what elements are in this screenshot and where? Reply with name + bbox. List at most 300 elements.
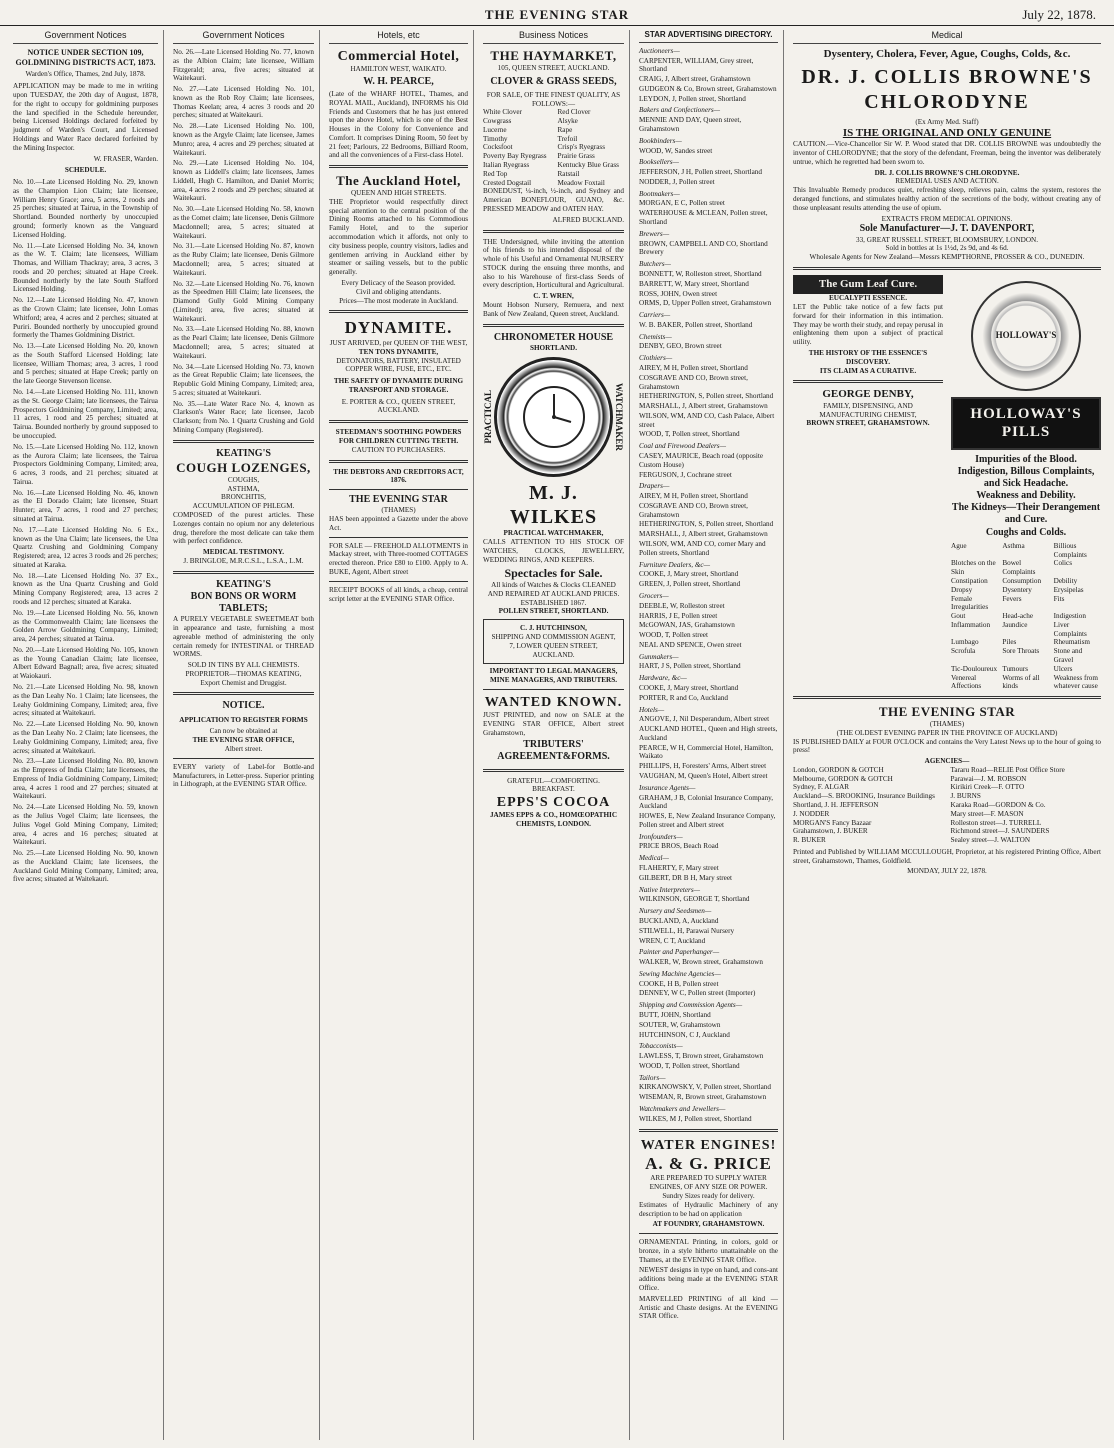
keating-sold: SOLD IN TINS BY ALL CHEMISTS. [187,661,300,670]
ailment-item: Fits [1053,594,1065,603]
ailment-item: Lumbago [951,638,979,647]
schedule-item: No. 28.—Late Licensed Holding No. 100, known as the Argyle Claim; late licensee, James Munro; area, 4 acres and 29 perches; situated at Waitekauri. [173,122,314,157]
hotel-line: Prices—The most moderate in Auckland. [339,296,458,305]
star-title: THE EVENING STAR [349,494,448,506]
seed-item: Poverty Bay Ryegrass [483,152,547,161]
agency-item: J. NODDER [793,809,830,818]
directory-entry: WOOD, T, Pollen street, Shortland [639,430,740,439]
dynamite-items: DETONATORS, BATTERY, INSULATED COPPER WIRE, FUSE, ETC., ETC. [336,356,461,374]
issue-date: July 22, 1878. [1022,7,1096,22]
ailment-item: Stone and Gravel [1053,647,1083,664]
seed-item: Red Clover [557,108,591,117]
directory-category: Coal and Firewood Dealers— [639,442,726,451]
directory-entry: JEFFERSON, J H, Pollen street, Shortland [639,168,762,177]
directory-category: Bookbinders— [639,136,682,145]
directory-category: Drapers— [639,482,670,491]
directory-category: Medical— [639,854,669,863]
schedule-item: No. 23.—Late Licensed Holding No. 80, known as the Empress of India Claim; late licensees, the Empress of India Goldmining Company, Limited; area, 4 acres 1 rood and 27 perches; situated at Waitekauri. [13,757,158,801]
directory-entry: HUTCHINSON, C J, Auckland [639,1030,730,1039]
star-sub: (THAMES) [381,506,416,515]
steedman-ad [329,428,468,454]
directory-category: Sewing Machine Agencies— [639,969,721,978]
notice-body: APPLICATION TO REGISTER FORMS [179,715,308,724]
ailment-list [951,542,1101,691]
ailment-item: Ulcers [1053,664,1073,673]
newspaper-title: THE EVENING STAR [484,7,630,22]
directory-category: Hardware, &c— [639,674,687,683]
directory-entry: BARRETT, W, Mary street, Shortland [639,279,749,288]
ailment-item: Colics [1053,559,1073,568]
hutchinson-name: C. J. HUTCHINSON, [520,624,587,633]
gerge-address: BROWN STREET, GRAHAMSTOWN. [806,419,930,428]
schedule-item: No. 15.—Late Licensed Holding No. 112, known as the Aurora Claim; late licensees, the Tairua Prospectors Goldmining Company, Limited; area, 6 acres, 3 roods, and 21 perches; situated at Tairua. [13,442,158,486]
ailment-item: Indigestion [1053,612,1086,621]
directory-entry: MENNIE AND DAY, Queen street, Grahamstown [639,116,742,133]
auckland-hotel-ad [329,173,468,305]
column-medical [788,30,1106,1440]
directory-entry: GREEN, J, Pollen street, Shortland [639,580,741,589]
directory-list [639,47,778,1124]
seed-item: Italian Ryegrass [483,161,530,170]
haymarket-title: THE HAYMARKET, [490,47,617,63]
pollen-street-line: POLLEN STREET, SHORTLAND. [498,607,609,616]
seed-item: Meadow Foxtail [557,178,605,187]
schedule-item: No. 33.—Late Licensed Holding No. 88, known as the Pearl Claim; late licensee, Denis Gilmore Macdonnell; area, 5 acres; situated at Waitekauri. [173,325,314,360]
directory-entry: NEAL AND SPENCE, Owen street [639,640,742,649]
seed-item: Cocksfoot [483,143,513,152]
notice-office: Warden's Office, Thames, 2nd July, 1878. [25,70,146,79]
seed-item: Crisp's Ryegrass [557,143,606,152]
debtors-act: THE DEBTORS AND CREDITORS ACT, 1876. [333,467,464,485]
haymarket-extra: BONEDUST, ¼-inch, ½-inch, and Sydney and American BONEFLOUR, GUANO, &c. PRESSED MEADOW and OATEN HAY. [483,187,624,213]
directory-category: Grocers— [639,591,669,600]
directory-entry: AIREY, M H, Pollen street, Shortland [639,492,748,501]
ailment-item: Sore Throats [1002,647,1040,656]
marvelled-printing-ad: MARVELLED PRINTING of all kind —Artistic and Chaste designs. At the EVENING STAR Office. [639,1294,778,1321]
masthead [0,0,1114,26]
keating-location: Export Chemist and Druggist. [200,678,287,687]
ailment-item: Female Irregularities [951,594,989,612]
ailment-item: Constipation [951,576,988,585]
directory-category: Bootmakers— [639,189,680,198]
epps-signature: JAMES EPPS & CO., HOMŒOPATHIC CHEMISTS, LONDON. [489,811,618,829]
hutchinson-ad [483,619,624,664]
directory-entry: FLAHERTY, F, Mary street [639,864,719,873]
schedule-item: No. 20.—Late Licensed Holding No. 105, known as the Young Canadian Claim; late licensee, Albert Edward Bagnall; area, five acres; situated at Waiokauri. [13,645,158,681]
ailment-item: Blotches on the Skin [951,559,996,577]
schedule-item: No. 11.—Late Licensed Holding No. 34, known as the W. T. Claim; late licensees, William Thomas, and William Thackray; area, 3 acres, 3 roods and 20 perches; situated at Hape Creek. Bounded northerly by the late South Stafford Licensed Holding. [13,241,158,294]
keating-signature: J. BRINGLOE, M.R.C.S.L., L.S.A., L.M. [183,556,304,565]
directory-entry: W. B. BAKER, Pollen street, Shortland [639,320,753,329]
directory-entry: ANGOVE, J, Nil Desperandum, Albert street [639,715,770,724]
directory-entry: DENNEY, W C, Pollen street (Importer) [639,989,756,998]
seed-item: Red Top [483,169,508,178]
directory-entry: BROWN, CAMPBELL AND CO, Shortland Brewery [639,239,768,257]
dynamite-agents: E. PORTER & CO., QUEEN STREET, AUCKLAND. [341,397,456,415]
directory-entry: NODDER, J, Pollen street [639,177,715,186]
water-estimates: Estimates of Hydraulic Machinery of any description to be had on application [639,1200,778,1218]
directory-entry: ROSS, JOHN, Owen street [639,289,718,298]
dynamite-tons: TEN TONS DYNAMITE, [358,347,439,356]
haymarket-signature: ALFRED BUCKLAND. [552,215,624,224]
dynamite-note: THE SAFETY OF DYNAMITE DURING TRANSPORT AND STORAGE. [333,377,464,394]
schedule-item: No. 16.—Late Licensed Holding No. 46, known as the El Dorado Claim; late licensee, Stuart Hunter; area, 7 acres, 1 rood and 27 perches; situated at Tairua. [13,488,158,523]
keating-sub: BRONCHITIS, [221,493,266,502]
nursery-ad [483,238,624,319]
directory-category: Brewers— [639,229,670,238]
directory-entry: SOUTER, W, Grahamstown [639,1020,721,1029]
seed-item: Rape [557,125,573,134]
keating-sub: ACCUMULATION OF PHLEGM. [192,502,295,511]
keating-proprietor: PROPRIETOR—THOMAS KEATING, [185,669,302,678]
ailment-item: Bowel Complaints [1002,559,1036,577]
epps-cocoa-ad [483,777,624,829]
holloway-ad [951,275,1101,691]
wholesale-agents: Wholesale Agents for New Zealand—Messrs KEMPTHORNE, PROSSER & CO., DUNEDIN. [809,253,1085,262]
haymarket-sub: FOR SALE, OF THE FINEST QUALITY, AS FOLLOWS:— [486,90,621,108]
gum-leaf-ad [793,275,943,691]
ailment-item: Inflammation [951,620,991,629]
section-header: Medical [793,30,1101,44]
directory-entry: MORGAN, E C, Pollen street [639,199,725,208]
pocket-watch-icon [494,357,613,477]
evening-star-ad [793,704,1101,876]
keating-sub: COUGHS, [227,475,260,484]
directory-category: Butchers— [639,260,671,269]
agency-item: Melbourne, GORDON & GOTCH [793,774,893,783]
directory-entry: GILBERT, DR B H, Mary street [639,873,733,882]
haymarket-ad [483,48,624,225]
schedule-item: No. 31.—Late Licensed Holding No. 87, known as the Ruby Claim; late licensee, Denis Gilmore Macdonnell; area, 5 acres; situated at Waitekauri. [173,242,314,277]
ailment-item: Rheumatism [1053,638,1090,647]
hotel-title: Commercial Hotel, [337,48,460,64]
holloway-heading: Weakness and Debility. [976,490,1076,502]
agency-item: Richmond street—J. SAUNDERS [950,827,1050,836]
chrono-title: CHRONOMETER HOUSE [493,331,614,343]
notice-title: NOTICE. [222,700,265,712]
hotel-owner: W. H. PEARCE, [363,75,434,87]
cleaned-line: All kinds of Watches & Clocks CLEANED AND REPAIRED AT AUCKLAND PRICES. [487,581,620,598]
ornamental-printing-ad: ORNAMENTAL Printing, in colors, gold or bronze, in a style hitherto unattainable on the Thames, at the EVENING STAR Office. [639,1238,778,1264]
agency-item: London, GORDON & GOTCH [793,765,884,774]
schedule-item: No. 12.—Late Licensed Holding No. 47, known as the Crown Claim; late licensee, John Lomas Whitford; area, 4 acres and 2 perches; situated at Puriri. Bounded northerly by unoccupied ground formerly the Thames Goldmining District. [13,296,158,340]
directory-category: Hotels— [639,705,665,714]
directory-entry: HART, J S, Pollen street, Shortland [639,662,741,671]
seed-item: Cowgrass [483,117,512,126]
ailments-banner: Dysentery, Cholera, Fever, Ague, Coughs, Colds, &c. [823,47,1071,60]
hutchinson-address: 7, LOWER QUEEN STREET, AUCKLAND. [509,641,598,659]
directory-entry: WOOD, T, Pollen street [639,631,708,640]
evening-star-gazette [329,494,468,533]
chlorodyne-title: DR. J. COLLIS BROWNE'S CHLORODYNE [801,66,1093,113]
directory-entry: McGOWAN, JAS, Grahamstown [639,621,735,630]
agency-item: R. BUKER [793,836,826,845]
section-header: Government Notices [13,30,158,44]
ailment-item: Head-ache [1002,612,1034,621]
dynamite-sub: JUST ARRIVED, per QUEEN OF THE WEST, [329,339,468,348]
epps-sub: BREAKFAST. [532,785,575,794]
schedule-item: No. 27.—Late Licensed Holding No. 101, known as the Rob Roy Claim; late licensees, Thomas Keelan; area, 4 acres 3 roods and 20 perches; situated at Waitekauri. [173,85,314,120]
agency-item: Tararu Road—RELIE Post Office Store [950,765,1065,774]
directory-entry: CARPENTER, WILLIAM, Grey street, Shortland [639,56,754,74]
agency-item: Sydney, F. ALGAR [793,783,850,792]
notice-signature: W. FRASER, Warden. [93,154,158,163]
column-directory [634,30,784,1440]
hotel-sub: QUEEN AND HIGH STREETS. [350,189,447,198]
directory-category: Tobacconists— [639,1042,683,1051]
directory-entry: WILSON, WM, AND CO, Cash Palace, Albert street [639,411,775,429]
directory-entry: WILKINSON, GEORGE T, Shortland [639,895,750,904]
ailment-item: Scrofula [951,647,976,656]
directory-entry: PORTER, R and Co, Auckland [639,693,729,702]
chrono-side-right: WATCHMAKER [614,382,624,451]
column-government-notices-2 [168,30,320,1440]
agencies-list [793,766,1101,845]
schedule-item: No. 18.—Late Licensed Holding No. 37 Ex., known as the Una Quartz Crushing and Gold Mining Company Registered; area, 13 acres 2 roods and 12 perches; situated at Karaka. [13,571,158,606]
hotel-line: Civil and obliging attendants. [355,287,442,296]
keating-body: COMPOSED of the purest articles. These Lozenges contain no opium nor any deleterious drug, therefore the most delicate can take them with perfect confidence. [173,510,314,546]
ailment-item: Weakness from whatever cause [1053,673,1098,691]
schedule-item: No. 24.—Late Licensed Holding No. 59, known as the Julius Vogel Claim; late licensees, the Julius Vogel Gold Mining Company, Limited; area, 4 acres and 16 perches; situated at Waitekauri. [13,803,158,847]
directory-entry: HETHERINGTON, S, Pollen street, Shortland [639,392,774,401]
watchmaker-stock: CALLS ATTENTION TO HIS STOCK OF WATCHES, CLOCKS, JEWELLERY, WEDDING RINGS, AND KEEPERS. [483,538,624,564]
seed-item: Ratstail [557,169,580,178]
important-notice: IMPORTANT TO LEGAL MANAGERS, MINE MANAGERS, AND TRIBUTERS. [489,667,618,685]
ailment-item: Piles [1002,638,1017,647]
directory-category: Painter and Paperhanger— [639,948,720,957]
agency-item: Mary street—F. MASON [950,809,1024,818]
directory-category: Auctioneers— [639,46,680,55]
agency-item: Karaka Road—GORDON & Co. [950,800,1046,809]
seal-text: HOLLOWAY'S [995,330,1057,341]
agency-item: Auckland—S. BROOKING, Insurance Buildings [793,792,935,801]
directory-entry: HARRIS, J E, Pollen street [639,611,718,620]
directory-entry: PRICE BROS, Beach Road [639,842,719,851]
schedule-item: No. 35.—Late Water Race No. 4, known as Clarkson's Water Race; late licensee, Jacob Clarkson; from No. 1 Quartz Crushing and Gold Mining Company (Registered). [173,399,314,434]
directory-entry: CASEY, MAURICE, Beach road (opposite Custom House) [639,452,764,469]
schedule-item: No. 29.—Late Licensed Holding No. 104, known as Liddell's claim; late licensees, James Liddell, Hugh C. Hamilton, and Daniel Morris; area, 4 acres 2 roods and 29 perches; situated at Waitekauri. [173,159,314,203]
gum-history: THE HISTORY OF THE ESSENCE'S DISCOVERY. [808,349,928,366]
directory-category: Booksellers— [639,158,679,167]
agency-item: Sealey street—J. WALTON [950,836,1031,845]
directory-category: Shipping and Commission Agents— [639,1001,743,1010]
schedule-item: No. 14.—Late Licensed Holding No. 111, known as the St. George Claim; late licensees, the Tairua Prospectors Goldmining Company, Limited; area, 11 acres, 1 rood and 25 perches; situated at Tairua. Bounded northerly by ground supposed to be unoccupied. [13,388,158,440]
directory-entry: DENBY, GEO, Brown street [639,342,722,351]
seed-item: Timothy [483,134,508,143]
hotel-title: The Auckland Hotel, [336,173,461,189]
star-title: THE EVENING STAR [878,704,1016,720]
dynamite-title: DYNAMITE. [344,318,453,338]
watchmaker-role: PRACTICAL WATCHMAKER, [503,529,604,538]
directory-entry: WOOD, W, Sandes street [639,146,713,155]
gerge-name: GEORGE DENBY, [822,388,914,401]
ailment-item: Debility [1053,576,1078,585]
agency-item: Parawai—J. M. ROBSON [950,774,1027,783]
directory-entry: MARSHALL, J, Albert street, Grahamstown [639,530,768,539]
schedule-item: No. 22.—Late Licensed Holding No. 90, known as the Dan Leahy No. 2 Claim; late licensees, the Leahy Goldmining Company, Limited; area, five acres; situated at Waitekauri. [13,720,158,755]
water-engines-ad [639,1137,778,1230]
agency-item: Rolleston street—J. TURRELL [950,818,1042,827]
nursery-signature: C. T. WREN, [533,292,574,301]
directory-entry: PHILLIPS, H, Foresters' Arms, Albert street [639,762,767,771]
water-maker: A. & G. PRICE [645,1153,772,1173]
schedule-item: No. 26.—Late Licensed Holding No. 77, known as the Albion Claim; late licensee, William Fitzgerald; area, five acres; situated at Waitekauri. [173,47,314,83]
ailment-item: Liver Complaints [1053,620,1087,638]
agency-item: Kirikiri Creek—F. OTTO [950,783,1025,792]
gum-title: The Gum Leaf Cure. [793,275,943,294]
keating-sub: ASTHMA, [227,484,260,493]
directory-category: Furniture Dealers, &c— [639,560,711,569]
ailment-item: Consumption [1002,576,1042,585]
keating-brand: KEATING'S [216,447,271,459]
directory-entry: WREN, C T, Auckland [639,936,706,945]
seed-item: Trefoil [557,134,578,143]
directory-entry: KIRKANOWSKY, V, Pollen street, Shortland [639,1083,771,1092]
directory-entry: VAUGHAN, M, Queen's Hotel, Albert street [639,772,768,780]
notice-sub: Can now be obtained at [209,727,278,736]
seed-item: White Clover [483,108,522,117]
gum-claim: ITS CLAIM AS A CURATIVE. [819,366,917,375]
ailment-item: Tic-Douloureux [951,664,998,673]
agency-item: MORGAN'S Fancy Bazaar [793,818,872,827]
schedule-item: No. 17.—Late Licensed Holding No. 6 Ex., known as the Una Claim; late licensees, the Una Quartz Crushing and Goldmining Company Registered; area, 12 acres 3 roods and 26 perches; situated at Karaka. [13,525,158,569]
schedule-item: No. 19.—Late Licensed Holding No. 56, known as the Commonwealth Claim; late licensees the Golden Arrow Goldmining Company, Limited; area, 24 perches; situated at Tairua. [13,608,158,644]
directory-entry: BUTT, JOHN, Shortland [639,1010,711,1019]
agency-item: Shortland, J. H. JEFFERSON [793,800,879,809]
directory-entry: BONNETT, W, Rolleston street, Shortland [639,269,762,278]
directory-entry: LAWLESS, T, Brown street, Grahamstown [639,1052,764,1061]
established-line: ESTABLISHED 1867. [520,598,587,607]
schedule-item: No. 13.—Late Licensed Holding No. 20, known as the South Stafford Licensed Holding; late licensee, William Thomas; area, 3 acres, 1 rood and 5 perches; situated at Hape Creek; partly on the late George Stevenson license. [13,342,158,386]
hotel-body: THE Proprietor would respectfully direct special attention to the central position of the Dining Rooms attached to his Commodious Family Hotel, and to the superior accommodation which it affords, not only to city business people, country visitors, ladies and gentlemen arriving in Auckland either by steamer or sailing vessels, but to the public generally. [329,197,468,277]
directory-entry: GUDGEON & Co, Brown street, Grahamstown [639,84,777,93]
seed-item: Lucerne [483,125,507,134]
wanted-known-ad [483,694,624,764]
directory-category: Ironfounders— [639,832,683,841]
directory-entry: HETHERINGTON, S, Pollen street, Shortland [639,520,774,529]
directory-category: Carriers— [639,311,671,320]
schedule-item: No. 21.—Late Licensed Holding No. 98, known as the Dan Leahy No. 1 Claim; late licensees, the Leahy Goldmining Company, Limited; area, five acres; situated at Waitekauri. [13,683,158,718]
directory-category: Insurance Agents— [639,783,696,792]
wanted-title: WANTED KNOWN. [484,694,623,710]
ailment-item: Venereal Affections [951,673,982,691]
register-forms-notice [173,700,314,753]
hotel-line: Every Delicacy of the Season provided. [341,278,456,287]
ailment-item: Billious Complaints [1053,541,1087,559]
directory-entry: COSGRAVE AND CO, Brown street, Grahamstown [639,501,748,519]
directory-entry: LEYDON, J, Pollen street, Shortland [639,94,746,103]
label-printing-ad: EVERY variety of Label-for Bottle-and Manufacturers, in Letter-press. Superior printing in Lithograph, at the EVENING STAR Office. [173,762,314,789]
extracts-heading: EXTRACTS FROM MEDICAL OPINIONS. [881,214,1013,223]
holloway-heading: Indigestion, Billous Complaints, and Sick Headache. [957,465,1095,489]
directory-entry: WISEMAN, R, Brown street, Grahamstown [639,1093,767,1102]
receipt-books-ad: RECEIPT BOOKS of all kinds, a cheap, central script letter at the EVENING STAR Office. [329,585,468,603]
holloway-pills-banner: HOLLOWAY'S PILLS [951,397,1101,450]
section-header: STAR ADVERTISING DIRECTORY. [639,30,778,43]
directory-entry: CRAIG, J, Albert street, Grahamstown [639,75,751,84]
chrono-location: SHORTLAND. [529,343,578,352]
directory-category: Nursery and Seedsmen— [639,907,712,916]
directory-entry: WOOD, T, Pollen street, Shortland [639,1061,740,1070]
seed-item: Alsyke [557,117,578,126]
directory-entry: BUCKLAND, A, Auckland [639,916,719,925]
schedule-item: No. 10.—Late Licensed Holding No. 29, known as the Champion Lion Claim; late licensee, William Henry Grace; area, 5 acres, 2 roods and 25 perches; situated at Tairua, in the Township of Shortland. Bounded northerly by unoccupied ground; formerly known as the Vanguard Licensed Holding. [13,178,158,239]
steedman-title: STEEDMAN'S SOOTHING POWDERS FOR CHILDREN CUTTING TEETH. [335,428,462,446]
star-sub: (THAMES) [929,719,965,728]
commercial-hotel-ad [329,48,468,160]
genuine-line: IS THE ORIGINAL AND ONLY GENUINE [842,126,1052,139]
haymarket-address: 105, QUEEN STREET, AUCKLAND. [497,63,610,72]
directory-entry: STILWELL, H, Parawai Nursery [639,926,735,935]
keating-title: BON BONS OR WORM TABLETS; [190,590,297,615]
directory-category: Chemists— [639,332,672,341]
sale-ad: FOR SALE — FREEHOLD ALLOTMENTS in Mackay street, with Three-roomed COTTAGES erected thereon. Price £80 to £100. Apply to A. BUKE, Agent, Albert street [329,541,468,577]
spectacles-line: Spectacles for Sale. [504,566,603,581]
directory-entry: GRAHAM, J B, Colonial Insurance Company, Auckland [639,793,774,811]
nursery-body: THE Undersigned, while inviting the attention of his friends to his intended disposal of the whole of his Useful and Ornamental NURSERY STOCK during the ensuing three months, and also to his Warehouse of first-class Seeds of every description, Horticultural and Agricultural. [483,237,624,290]
directory-entry: AUCKLAND HOTEL, Queen and High streets, Auckland [639,725,778,742]
section-header: Business Notices [483,30,624,44]
haymarket-goods: CLOVER & GRASS SEEDS, [490,75,617,87]
water-line: ARE PREPARED TO SUPPLY WATER ENGINES, OF ANY SIZE OR POWER. [649,1174,768,1192]
directory-entry: WATERHOUSE & MCLEAN, Pollen street, Shortland [639,209,768,227]
caution-text: CAUTION.—Vice-Chancellor Sir W. P. Wood stated that DR. COLLIS BROWNE was undoubtedly the inventor of CHLORODYNE; that the story of the defendant, Freeman, being the inventor was deliberately untrue, which he regretted had been sworn to. [793,140,1101,166]
notice-office: THE EVENING STAR OFFICE, [192,736,295,745]
ailment-item: Erysipelas [1053,585,1084,594]
holloway-heading: The Kidneys—Their Derangement and Cure. [951,502,1101,526]
ailment-item: Dropsy [951,585,973,594]
directory-category: Native Interpreters— [639,885,701,894]
star-body: HAS been appointed a Gazette under the above Act. [329,515,468,532]
schedule-item: No. 32.—Late Licensed Holding No. 76, known as the Speedmen Hill Claim; late licensees, the Diamond Gully Gold Mining Company (Limited); area, five acres; situated at Waitekauri. [173,279,314,323]
hotel-body: (Late of the WHARF HOTEL, Thames, and ROYAL MAIL, Auckland), INFORMS his Old Friends and Customers that he has just entered upon the above Hotel, which is one of the Best Houses in the Colony for Convenience and Comfort. It comprises Dining Room, 50 feet by 21 feet; Parlours, 22 Bedrooms, Billiard Room, and all the conveniences of a First-class Hotel. [329,90,468,160]
notice-street: Albert street. [224,744,263,753]
water-title: WATER ENGINES! [640,1137,777,1153]
directory-entry: PEARCE, W H, Commercial Hotel, Hamilton, Waikato [639,743,774,761]
ailment-item: Asthma [1002,541,1025,550]
epps-head: GRATEFUL—COMFORTING. [507,776,600,785]
directory-category: Clothiers— [639,354,673,363]
manufacturer-address: 33, GREAT RUSSELL STREET, BLOOMSBURY, LONDON. [855,235,1039,244]
epps-title: EPPS'S COCOA [496,795,611,811]
directory-entry: COSGRAVE AND CO, Brown street, Grahamstown [639,373,748,391]
ailment-item: Jaundice [1002,620,1028,629]
ailment-item: Fevers [1002,594,1022,603]
newest-type-ad: NEWEST designs in type on hand, and cons-ant additions being made at the EVENING STAR Office. [639,1266,778,1292]
star-publication: IS PUBLISHED DAILY at FOUR O'CLOCK and contains the Very Latest News up to the hour of going to press! [793,737,1102,755]
agency-item: J. BURNS [950,792,981,801]
hutchinson-role: SHIPPING AND COMMISSION AGENT, [491,632,616,641]
water-address: AT FOUNDRY, GRAHAMSTOWN. [652,1220,765,1229]
keating-body: A PURELY VEGETABLE SWEETMEAT both in appearance and taste, furnishing a most agreeable method of administering the only certain remedy for INTESTINAL or THREAD WORMS. [173,615,314,659]
nursery-address: Mount Hobson Nursery, Remuera, and next Bank of New Zealand, Queen street, Auckland. [483,300,624,318]
hotel-location: HAMILTON WEST, WAIKATO. [350,65,447,74]
seed-list [483,108,624,187]
directory-category: Watchmakers and Jewellers— [639,1105,726,1113]
star-note: (THE OLDEST EVENING PAPER IN THE PROVINCE OF AUCKLAND) [836,728,1058,737]
agency-item: Grahamstown, J. BUKER [793,827,868,836]
column-government-notices-1 [8,30,164,1440]
directory-entry: DEEBLE, W, Rolleston street [639,601,725,610]
schedule-item: No. 30.—Late Licensed Holding No. 58, known as the Comet claim; late licensee, Denis Gilmore Macdonnell; area, 5 acres; situated at Waitekauri. [173,205,314,240]
dynamite-ad [329,318,468,415]
sole-manufacturer: Sole Manufacturer—J. T. DAVENPORT, [859,223,1035,235]
directory-entry: WILSON, WM, AND CO, corner Mary and Pollen streets, Shortland [639,540,766,557]
directory-category: Tailors— [639,1073,666,1082]
keating-worm-ad [173,579,314,688]
directory-category: Gunmakers— [639,652,679,661]
directory-entry: AIREY, M H, Pollen street, Shortland [639,363,748,372]
